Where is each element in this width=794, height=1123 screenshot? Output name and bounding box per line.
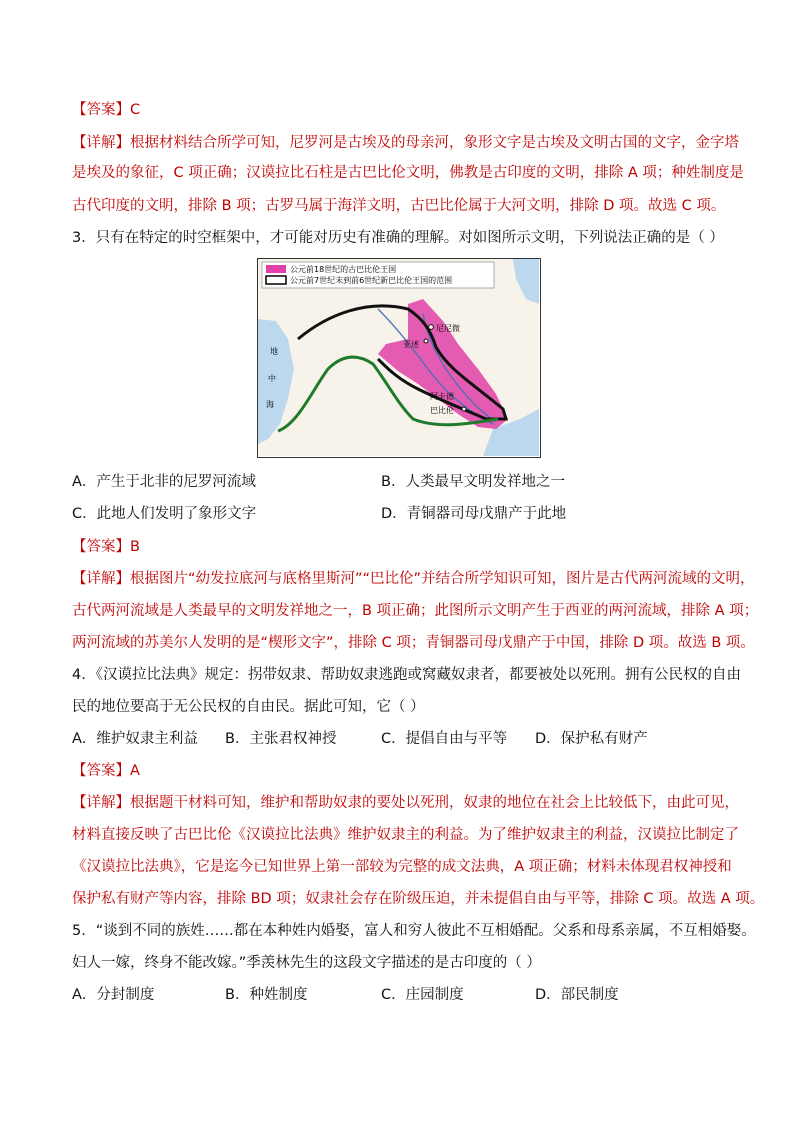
q4-option-d: D．保护私有财产 bbox=[535, 731, 648, 747]
answer-line-q3 bbox=[72, 537, 140, 557]
q4-option-b: B．主张君权神授 bbox=[225, 731, 337, 747]
detail-tag: 【详解】 bbox=[72, 571, 130, 587]
detail-prev-line-1 bbox=[72, 133, 739, 153]
question-3-stem: 3．只有在特定的时空框架中，才可能对历史有准确的理解。对如图所示文明，下列说法正确的是（ ） bbox=[72, 230, 724, 246]
legend-swatch-new bbox=[266, 276, 286, 284]
detail-text: 根据材料结合所学可知，尼罗河是古埃及的母亲河，象形文字是古埃及文明古国的文字，金字塔 bbox=[130, 135, 739, 151]
legend-swatch-old bbox=[266, 265, 286, 273]
label-ninevah: 尼尼微 bbox=[436, 324, 460, 333]
question-4-line-2: 民的地位要高于无公民权的自由民。据此可知，它（ ） bbox=[72, 699, 425, 715]
q4-option-c: C．提倡自由与平等 bbox=[381, 731, 508, 747]
mesopotamia-map bbox=[257, 258, 541, 458]
detail-q3-line-1 bbox=[72, 569, 755, 589]
label-assur: 亚述 bbox=[403, 340, 419, 349]
q4-option-a: A．维护奴隶主利益 bbox=[72, 731, 198, 747]
answer-tag: 【答案】 bbox=[72, 539, 130, 555]
detail-text: 根据图片“幼发拉底河与底格里斯河”“巴比伦”并结合所学知识可知，图片是古代两河流域的文明， bbox=[130, 571, 755, 587]
map-svg bbox=[258, 259, 539, 456]
q3-option-a: A．产生于北非的尼罗河流域 bbox=[72, 474, 256, 490]
legend-text-new: 公元前7世纪末到前6世纪新巴比伦王国的范围 bbox=[290, 276, 453, 285]
detail-tag: 【详解】 bbox=[72, 795, 130, 811]
city-marker-ninevah bbox=[429, 325, 434, 330]
label-sea-1: 地 bbox=[270, 347, 278, 356]
detail-prev-line-2: 是埃及的象征，C 项正确；汉谟拉比石柱是古巴比伦文明，佛教是古印度的文明，排除 A 项；种姓制度是 bbox=[72, 165, 744, 181]
question-4-line-1: 4．《汉谟拉比法典》规定：拐带奴隶、帮助奴隶逃跑或窝藏奴隶者，都要被处以死刑。拥有公民权的自由 bbox=[72, 667, 741, 683]
answer-value: C bbox=[130, 102, 141, 118]
question-5-line-2: 妇人一嫁，终身不能改嫁。”季羡林先生的这段文字描述的是古印度的（ ） bbox=[72, 955, 541, 971]
question-5-line-1: 5．“谈到不同的族姓……都在本种姓内婚娶，富人和穷人彼此不互相婚配。父系和母系亲属，不互相婚娶。 bbox=[72, 923, 756, 939]
answer-line-prev bbox=[72, 100, 140, 120]
label-sea-3: 海 bbox=[266, 400, 274, 409]
city-marker-assur bbox=[424, 339, 428, 343]
detail-q3-line-2: 古代两河流域是人类最早的文明发祥地之一，B 项正确；此图所示文明产生于西亚的两河流域，排除 A 项； bbox=[72, 603, 759, 619]
detail-q4-line-1 bbox=[72, 793, 739, 813]
answer-tag: 【答案】 bbox=[72, 102, 130, 118]
answer-value: B bbox=[130, 539, 140, 555]
legend-text-old: 公元前18世纪的古巴比伦王国 bbox=[290, 265, 397, 274]
answer-line-q4 bbox=[72, 761, 140, 781]
detail-q4-line-3: 《汉谟拉比法典》，它是迄今已知世界上第一部较为完整的成文法典，A 项正确；材料未体现君权神授和 bbox=[72, 859, 732, 875]
q5-option-b: B．种姓制度 bbox=[225, 987, 308, 1003]
detail-prev-line-3: 古代印度的文明，排除 B 项；古罗马属于海洋文明，古巴比伦属于大河文明，排除 D 项。故选 C 项。 bbox=[72, 198, 726, 214]
q5-option-a: A．分封制度 bbox=[72, 987, 155, 1003]
label-sea-2: 中 bbox=[268, 374, 276, 383]
q3-option-d: D．青铜器司母戊鼎产于此地 bbox=[381, 506, 567, 522]
detail-q4-line-4: 保护私有财产等内容，排除 BD 项；奴隶社会存在阶级压迫，并未提倡自由与平等，排除 C 项。故选 A 项。 bbox=[72, 891, 765, 907]
q3-option-c: C．此地人们发明了象形文字 bbox=[72, 506, 257, 522]
q5-option-c: C．庄园制度 bbox=[381, 987, 464, 1003]
detail-q4-line-2: 材料直接反映了古巴比伦《汉谟拉比法典》维护奴隶主的利益。为了维护奴隶主的利益，汉谟拉比制定了 bbox=[72, 827, 739, 843]
detail-tag: 【详解】 bbox=[72, 135, 130, 151]
answer-tag: 【答案】 bbox=[72, 763, 130, 779]
label-babylon: 巴比伦 bbox=[430, 406, 454, 415]
answer-value: A bbox=[130, 763, 140, 779]
label-akkad: 阿卡德 bbox=[430, 392, 454, 401]
city-marker-babylon bbox=[462, 407, 466, 411]
detail-q3-line-3: 两河流域的苏美尔人发明的是“楔形文字”，排除 C 项；青铜器司母戊鼎产于中国，排除 D 项。故选 B 项。 bbox=[72, 635, 755, 651]
q5-option-d: D．部民制度 bbox=[535, 987, 619, 1003]
detail-text: 根据题干材料可知，维护和帮助奴隶的要处以死刑，奴隶的地位在社会上比较低下，由此可见， bbox=[130, 795, 739, 811]
q3-option-b: B．人类最早文明发祥地之一 bbox=[381, 474, 565, 490]
